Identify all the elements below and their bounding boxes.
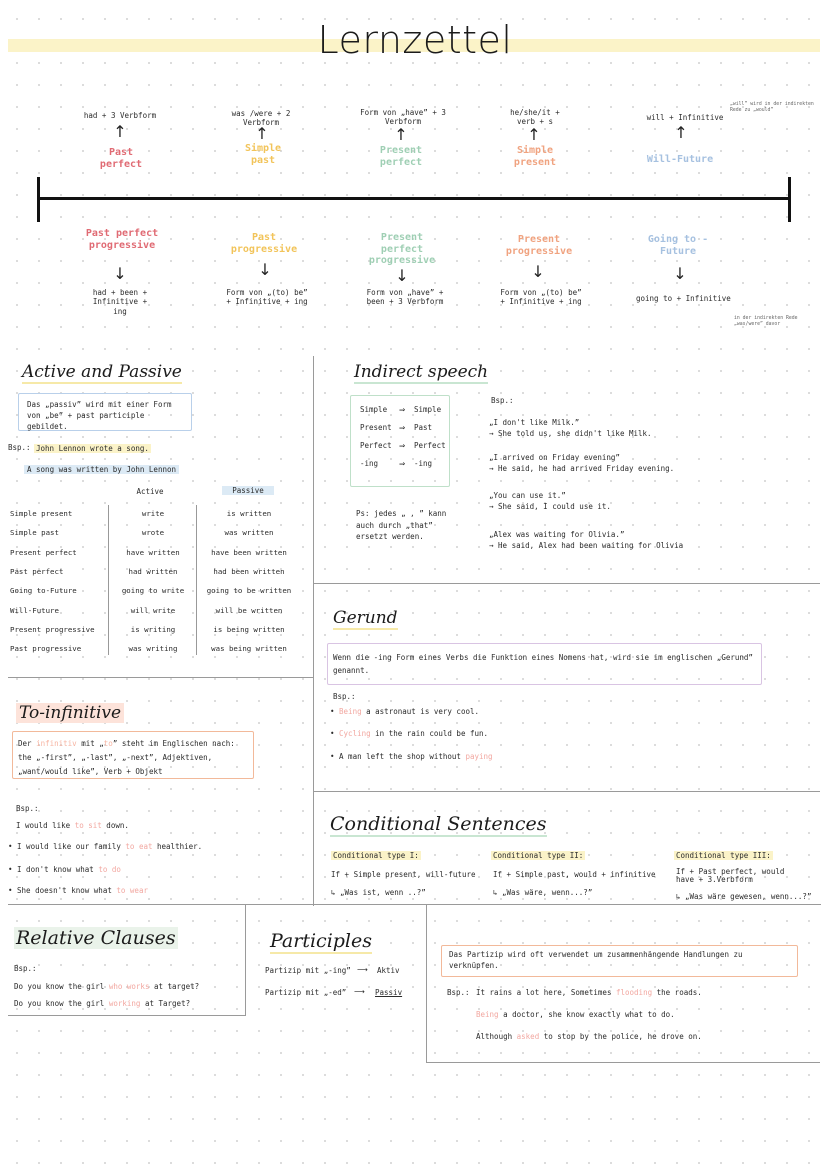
timeline-right-cap [788,177,791,222]
timeline-top-3-formula: Form von „have” + 3 Verbform [360,108,446,127]
divider [426,905,427,1063]
example-active: John Lennon wrote a song. [36,444,149,453]
timeline-axis [38,197,790,200]
to-infinitive-example-label: Bsp.: [16,804,39,813]
shift-from: Present [360,423,392,432]
timeline-bottom-5-note: in der indirekten Rede „was/were” davor [734,316,798,328]
arrow-icon: ⇒ [399,441,406,450]
to-infinitive-example-2: • I would like our family to eat healthier. [8,842,202,851]
to-infinitive-rule-line2: the „-first”, „-last”, „-next”, Adjektiven, [18,753,213,762]
col-active-divider [108,505,109,655]
arrow-icon: ⇒ [399,405,406,414]
active-cell: is writing [130,624,176,634]
arrow-icon: ⟶ [357,965,368,974]
arrow-icon: ⟶ [354,987,365,996]
active-cell: was writing [128,644,178,654]
passive-cell: was being written [211,644,287,654]
conditional-type-1-line2: ↳ „Was ist, wenn ..?” [331,888,426,897]
arrow-icon: ⇒ [399,423,406,432]
timeline-bottom-4-formula: Form von „(to) be” + Infinitive + ing [500,288,582,307]
shift-from: Perfect [360,441,392,450]
shift-from: -ing [360,459,379,468]
divider [245,904,246,1016]
active-cell: going to write [121,586,185,596]
divider [313,583,820,584]
divider [8,904,821,905]
tense-cell: Past progressive [10,644,82,654]
divider [313,356,314,583]
relative-example-2: Do you know the girl working at Target? [14,999,191,1008]
example-passive: A song was written by John Lennon [24,465,179,474]
conditional-type-2-label: Conditional type II: [493,851,584,860]
gerund-example-1: • Being a astronaut is very cool. [330,707,479,716]
participle-row-2-left: Partizip mit „-ed” [265,988,347,997]
passive-cell: was written [224,528,274,538]
timeline-top-5-note: „will” wird in der indirekten Rede zu „would” [730,102,814,114]
relative-example-label: Bsp.: [14,964,37,973]
timeline-top-5-tense: Will-Future [646,154,714,165]
shift-from: Simple [360,405,388,414]
up-arrow-icon: ↑ [113,122,127,141]
conditional-type-2-line1: If + Simple past, would + infinitive [493,870,656,879]
up-arrow-icon: ↑ [674,123,688,142]
participle-row-1-right: Aktiv [377,966,400,975]
tense-cell: Simple present [10,509,73,518]
conditional-type-1-line1: If + Simple present, will-future [331,870,476,879]
timeline-bottom-1-formula: had + been + Infinitive + ing [92,288,148,316]
to-infinitive-heading: To-infinitive [16,703,124,723]
conditional-type-2-line2: ↳ „Was wäre, wenn...?” [493,888,593,897]
tense-cell: Present perfect [10,547,77,557]
relative-example-1: Do you know the girl who works at target? [14,982,200,991]
timeline-bottom-5-tense: Going to - Future [647,234,709,257]
conditional-type-3-line1: If + Past perfect, would have + 3.Verbform [676,867,785,885]
conditional-type-3-label: Conditional type III: [676,851,771,860]
indirect-ps: Ps: jedes „ , ” kann auch durch „that” ersetzt werden. [356,509,447,542]
timeline-bottom-2-tense: Past progressive [230,232,298,255]
timeline-left-cap [37,177,40,222]
timeline-bottom-5-formula: going to + Infinitive [636,294,731,303]
shift-to: -ing [414,459,433,468]
arrow-icon: ⇒ [399,459,406,468]
divider [313,584,314,906]
gerund-heading: Gerund [333,608,398,628]
gerund-example-2: • Cycling in the rain could be fun. [330,729,488,738]
indirect-speech: → He said, Alex had been waiting for Olivia [489,541,684,550]
timeline-top-1-tense: Past perfect [99,147,143,170]
conditional-type-1-label: Conditional type I: [333,851,419,860]
direct-speech: „I arrived on Friday evening” [489,453,620,462]
active-cell: had written [128,566,178,576]
indirect-example-label: Bsp.: [491,396,514,405]
down-arrow-icon: ↓ [673,264,687,283]
direct-speech: „Alex was waiting for Olivia.” [489,530,625,539]
page-title: Lernzettel [317,18,513,62]
timeline-top-4-formula: he/she/it + verb + s [510,108,560,127]
indirect-speech-heading: Indirect speech [354,362,489,382]
timeline-top-3-tense: Present perfect [379,145,423,168]
to-infinitive-example-3: • I don't know what to do [8,865,121,874]
participles-example-label: Bsp.: [447,988,470,997]
down-arrow-icon: ↓ [258,260,272,279]
participles-heading: Participles [270,930,373,952]
passive-cell: is being written [213,624,285,634]
passive-cell: will be written [215,605,283,615]
participle-row-2-right: Passiv [375,988,403,997]
divider [8,1015,246,1016]
active-cell: will write [130,605,176,615]
participles-example-1: It rains a lot here, Sometimes flooding the roads. [476,988,702,997]
participles-example-2: Being a doctor, she know exactly what to do. [476,1010,675,1019]
active-passive-rule: Das „passiv” wird mit einer Form von „be” + past participle gebildet. [27,400,172,431]
down-arrow-icon: ↓ [395,266,409,285]
shift-to: Simple [414,405,442,414]
timeline-top-2-formula: was /were + 2 Verbform [231,109,291,128]
conditional-type-3-line2: ↳ „Was wäre gewesen, wenn...?” [676,892,812,901]
timeline-bottom-1-tense: Past perfect progressive [85,228,159,251]
up-arrow-icon: ↑ [394,125,408,144]
example-label: Bsp.: [8,443,31,452]
tense-cell: Past perfect [10,566,64,576]
timeline-top-1-formula: had + 3 Verbform [83,111,157,120]
indirect-speech: → She said, I could use it. [489,502,611,511]
passive-cell: going to be written [206,586,292,596]
timeline-bottom-3-tense: Present perfect progressive [368,232,436,266]
conditional-heading: Conditional Sentences [330,813,547,835]
timeline-top-5-formula: will + Infinitive [646,113,724,122]
down-arrow-icon: ↓ [113,264,127,283]
shift-to: Past [414,423,433,432]
direct-speech: „You can use it.” [489,491,566,500]
indirect-speech: → He said, he had arrived Friday evening. [489,464,675,473]
active-cell: wrote [141,528,165,538]
to-infinitive-rule-line1: Der infinitiv mit „to” steht im Englischen nach: [18,739,235,748]
divider [426,1062,820,1063]
relative-heading: Relative Clauses [16,927,176,949]
active-passive-heading: Active and Passive [22,362,182,382]
passive-cell: had been written [213,566,285,576]
active-cell: write [141,509,165,518]
col-passive-divider [196,505,197,655]
timeline-bottom-3-formula: Form von „have” + been + 3 Verbform [366,288,444,307]
passive-cell: have been written [211,547,287,557]
col-passive-header: Passive [222,486,274,495]
passive-cell: is written [226,509,272,518]
shift-to: Perfect [414,441,446,450]
divider [313,791,820,792]
down-arrow-icon: ↓ [531,262,545,281]
timeline-bottom-4-tense: Present progressive [505,234,573,257]
timeline-top-2-tense: Simple past [244,143,282,166]
gerund-example-3: • A man left the shop without paying [330,752,493,761]
tense-cell: Simple past [10,528,59,538]
timeline-top-4-tense: Simple present [513,145,557,168]
tense-cell: Will-Future [10,605,59,615]
gerund-rule: Wenn die -ing Form eines Verbs die Funktion eines Nomens hat, wird sie im englischen „Gerund” genannt. [333,653,753,675]
to-infinitive-example-1: I would like to sit down. [16,821,129,830]
to-infinitive-rule-line3: „want/would like”, Verb + Objekt [18,767,163,776]
divider [8,677,313,678]
timeline-bottom-2-formula: Form von „(to) be” + Infinitive + ing [226,288,308,307]
participles-example-3: Although asked to stop by the police, he drove on. [476,1032,702,1041]
participles-rule: Das Partizip wird oft verwendet um zusammenhängende Handlungen zu verknüpfen. [449,950,743,970]
up-arrow-icon: ↑ [527,125,541,144]
gerund-example-label: Bsp.: [333,692,356,701]
col-active-header: Active [136,487,164,496]
up-arrow-icon: ↑ [255,124,269,143]
active-cell: have written [126,547,180,557]
direct-speech: „I don't like Milk.” [489,418,580,427]
to-infinitive-example-4: • She doesn't know what to wear [8,886,148,895]
tense-cell: Going to-Future [10,586,77,596]
indirect-speech: → She told us, she didn't like Milk. [489,429,652,438]
tense-cell: Present progressive [10,624,95,634]
participle-row-1-left: Partizip mit „-ing” [265,966,351,975]
